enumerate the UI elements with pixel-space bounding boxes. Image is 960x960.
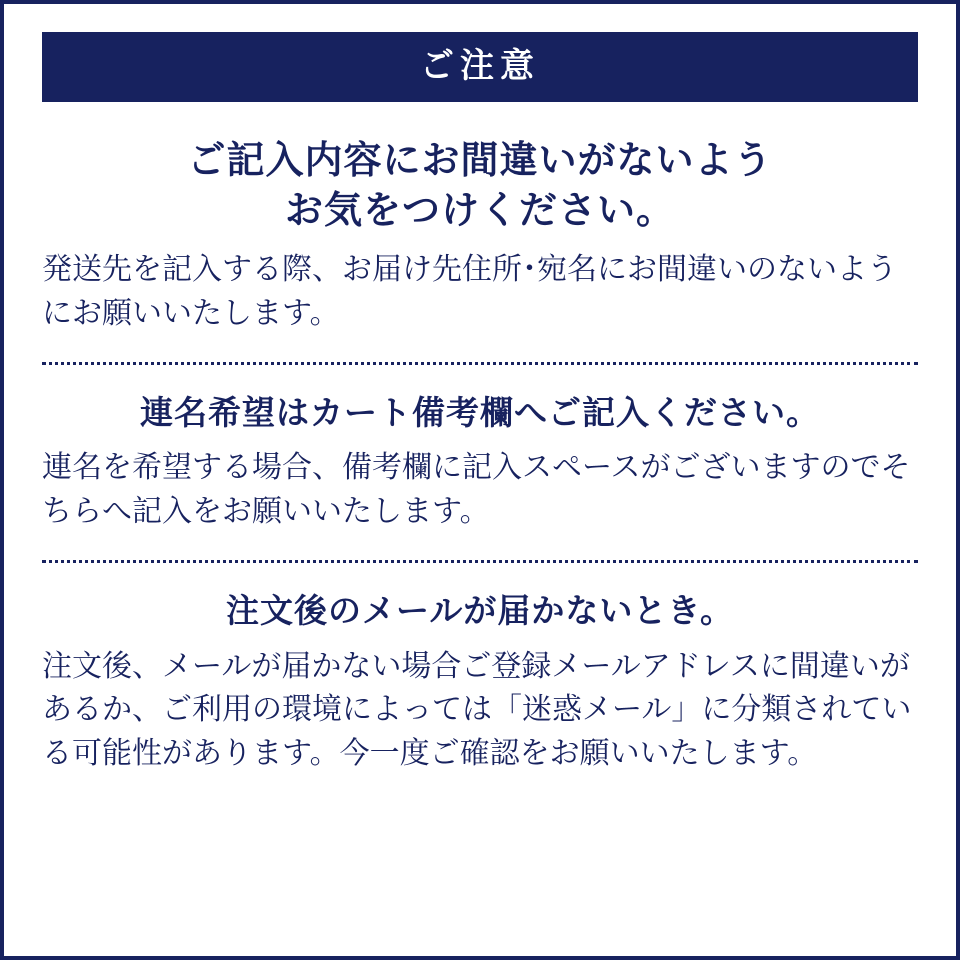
section-entry-check-body: 発送先を記入する際、お届け先住所･宛名にお間違いのないようにお願いいたします。	[42, 253, 897, 331]
section-mail-not-received-body: 注文後、メールが届かない場合ご登録メールアドレスに間違いがあるか、ご利用の環境によっては「迷惑メール」に分類されている可能性があります。今一度ご確認をお願いいたします。	[42, 649, 912, 771]
page-title: ご注意	[42, 32, 918, 102]
section-mail-not-received	[42, 589, 918, 776]
section-entry-check-title-line1: ご記入内容にお間違いがないよう	[187, 140, 773, 182]
divider-1	[42, 362, 918, 365]
section-joint-name-title: 連名希望はカート備考欄へご記入ください。	[140, 393, 820, 431]
section-mail-not-received-title: 注文後のメールが届かないとき。	[225, 592, 735, 630]
divider-2	[42, 560, 918, 563]
section-joint-name	[42, 391, 918, 534]
section-entry-check-title-line2: お気をつけください。	[284, 190, 675, 233]
notice-content	[4, 4, 956, 956]
section-joint-name-body: 連名を希望する場合、備考欄に記入スペースがございますのでそちらへ記入をお願いいたします。	[42, 451, 911, 529]
section-entry-check-title	[42, 136, 918, 236]
section-entry-check	[42, 136, 918, 336]
